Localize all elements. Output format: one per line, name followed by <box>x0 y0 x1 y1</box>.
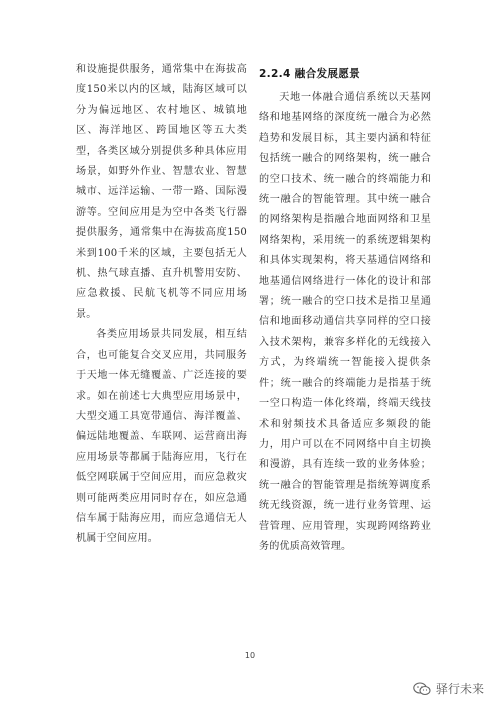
left-paragraph-2: 各类应用场景共同发展，相互结合，也可能复合交叉应用，共同服务于天地一体无缝覆盖、广泛连接的要求。如在前述七大典型应用场景中，大型交通工具宽带通信、海洋覆盖、偏远陆地覆盖、车联网、运营商出海应用场景等都属于陆海应用，飞行在低空网联属于空间应用，而应急救灾则可能两类应用同时存在，如应急通信车属于陆海应用，而应急通信无人机属于空间应用。 <box>76 329 247 545</box>
right-column <box>259 60 431 557</box>
watermark <box>413 680 484 697</box>
right-paragraph-1: 天地一体融合通信系统以天基网络和地基网络的深度统一融合为必然趋势和发展目标，其主要内涵和特征包括统一融合的网络架构，统一融合的空口技术、统一融合的终端能力和统一融合的智能管理。其中统一融合的网络架构是指融合地面网络和卫星网络架构，采用统一的系统逻辑架构和具体实现架构，将天基通信网络和地基通信网络进行一体化的设计和部署；统一融合的空口技术是指卫星通信和地面移动通信共享同样的空口接入技术架构，兼容多样化的无线接入方式，为终端统一智能接入提供条件；统一融合的终端能力是指基于统一空口构造一体化终端，终端天线技术和射频技术具备适应多频段的能力，用户可以在不同网络中自主切换和漫游，具有连续一致的业务体验；统一融合的智能管理是指统筹调度系统无线资源，统一进行业务管理、运营管理、应用管理，实现跨网络跨业务的优质高效管理。 <box>259 92 431 552</box>
page-number: 10 <box>244 651 256 660</box>
section-title: 融合发展愿景 <box>294 68 361 80</box>
section-number: 2.2.4 <box>259 68 291 80</box>
section-heading <box>259 64 431 84</box>
left-paragraph-1: 和设施提供服务，通常集中在海拔高度150米以内的区域，陆海区域可以分为偏远地区、农村地区、城镇地区、海洋地区、跨国地区等五大类型，各类区域分别提供多种具体应用场景，如野外作业、智慧农业、智慧城市、远洋运输、一带一路、国际漫游等。空间应用是为空中各类飞行器提供服务，通常集中在海拔高度150米到100千米的区域，主要包括无人机、热气球直播、直升机警用安防、应急救援、民航飞机等不同应用场景。 <box>76 64 247 320</box>
wechat-icon <box>413 682 431 696</box>
left-column <box>76 60 247 550</box>
watermark-text: 驿行未来 <box>435 682 484 696</box>
